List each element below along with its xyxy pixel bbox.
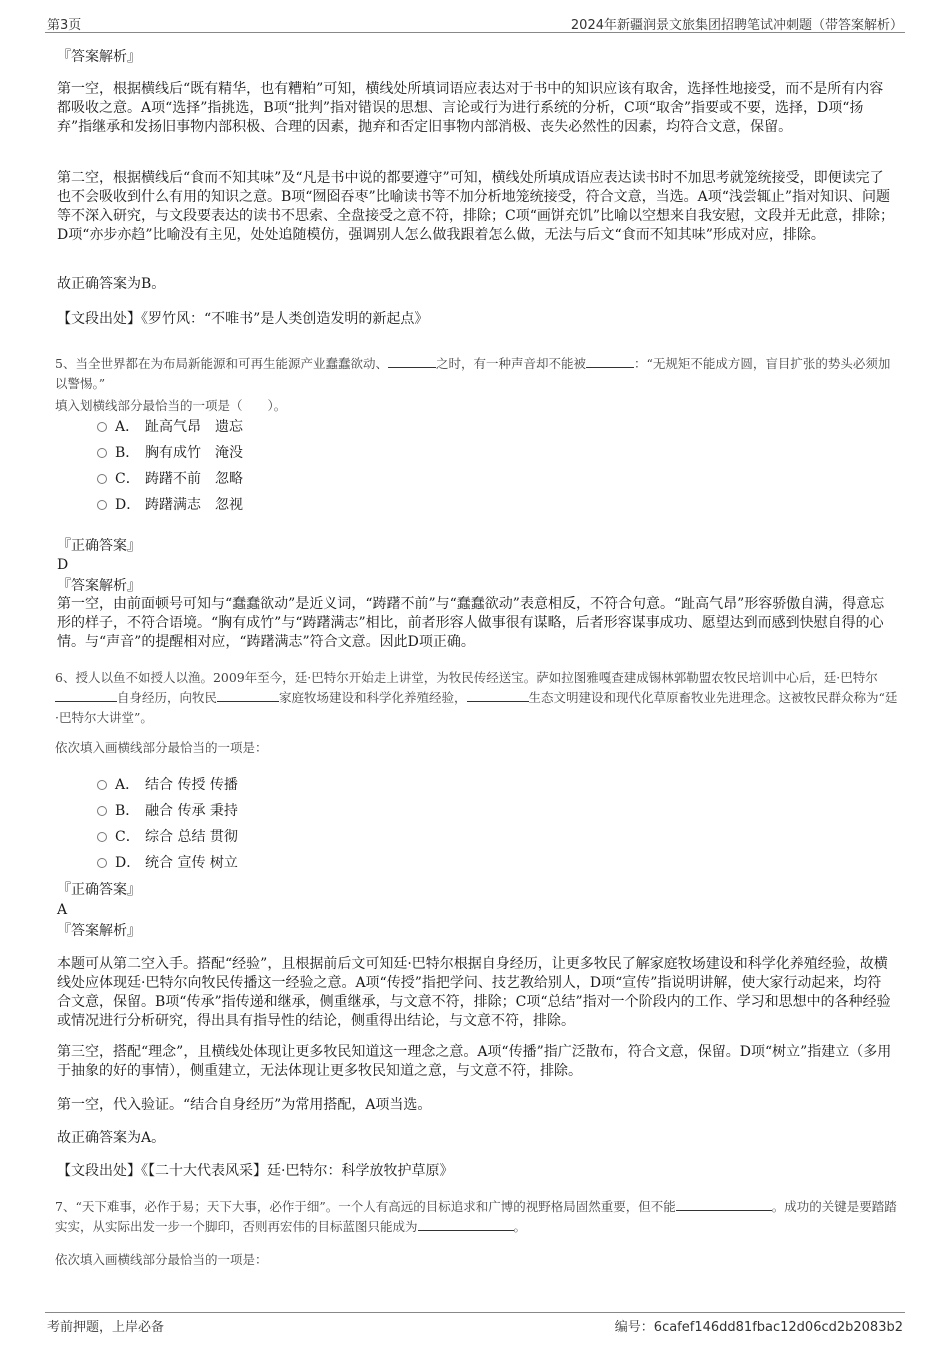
q6-analysis-label: 『答案解析』	[57, 923, 141, 939]
radio-icon[interactable]	[97, 858, 107, 868]
q7-prompt: 依次填入画横线部分最恰当的一项是：	[55, 1252, 268, 1267]
q4-analysis-label: 『答案解析』	[57, 49, 141, 65]
q5-blank-2	[586, 354, 634, 368]
radio-icon[interactable]	[97, 832, 107, 842]
q6-analysis-p2: 第三空，搭配“理念”，且横线处体现让更多牧民知道这一理念之意。A项“传播”指广泛散布，符合文意，保留。D项“树立”指建立（多用于抽象的好的事情），侧重建立，无法体现让更多牧民知道之意，与文意不符，排除。	[57, 1044, 892, 1079]
footer-doc-id: 编号：6cafef146dd81fbac12d06cd2b2083b2	[614, 1320, 903, 1335]
q4-analysis-p1: 第一空，根据横线后“既有精华，也有糟粕”可知，横线处所填词语应表达对于书中的知识应该有取舍，选择性地接受，而不是所有内容都吸收之意。A项“选择”指挑选，B项“批判”指对错误的思想、言论或行为进行系统的分析，C项“取舍”指要或不要，选择，D项“扬弃”指继承和发扬旧事物内部积极、合理的因素，抛弃和否定旧事物内部消极、丧失必然性的因素，均符合文意，保留。	[57, 81, 884, 135]
radio-icon[interactable]	[97, 806, 107, 816]
q6-analysis-p3: 第一空，代入验证。“结合自身经历”为常用搭配，A项当选。	[57, 1097, 432, 1113]
q5-analysis: 第一空，由前面顿号可知与“蠢蠢欲动”是近义词，“踌躇不前”与“蠢蠢欲动”表意相反，不符合句意。“趾高气昂”形容骄傲自满，得意忘形的样子，不符合语境。“胸有成竹”与“踌躇满志”相比，前者形容人做事很有谋略，后者形容谋事成功、愿望达到而感到快慰自得的心情。与“声音”的提醒相对应，“踌躇满志”符合文意。因此D项正确。	[57, 596, 885, 650]
q7-stem: 7、“天下难事，必作于易；天下大事，必作于细”。一个人有高远的目标追求和广博的视野格局固然重要，但不能 。成功的关键是要踏踏实实，从实际出发一步一个脚印，否则再宏伟的目标蓝图只能成为 。	[55, 1199, 897, 1234]
document-title: 2024年新疆润景文旅集团招聘笔试冲刺题（带答案解析）	[570, 18, 903, 33]
q6-blank-1	[55, 688, 117, 702]
q7-blank-1	[676, 1197, 772, 1211]
q6-source: 【文段出处】《【二十大代表风采】廷·巴特尔：科学放牧护草原》	[57, 1163, 454, 1179]
q5-option-d[interactable]: D． 踌躇满志 忽视	[97, 495, 243, 515]
q5-option-c[interactable]: C． 踌躇不前 忽略	[97, 469, 243, 489]
radio-icon[interactable]	[97, 780, 107, 790]
q5-prompt: 填入划横线部分最恰当的一项是（ ）。	[55, 398, 287, 413]
page-footer	[45, 1312, 905, 1337]
q6-stem: 6、授人以鱼不如授人以渔。2009年至今，廷·巴特尔开始走上讲堂，为牧民传经送宝。萨如拉图雅嘎查建成锡林郭勒盟农牧民培训中心后，廷·巴特尔自身经历，向牧民 家庭牧场建设和科学化养殖经验， 生态文明建设和现代化草原畜牧业先进理念。这被牧民群众称为“廷·巴特尔大讲堂”。	[55, 670, 898, 725]
q6-blank-3	[467, 688, 529, 702]
q6-answer-label: 『正确答案』	[57, 882, 141, 898]
q5-option-b[interactable]: B． 胸有成竹 淹没	[97, 443, 243, 463]
q4-answer-text: 故正确答案为B。	[57, 276, 166, 292]
q6-option-a[interactable]: A． 结合 传授 传播	[97, 775, 238, 795]
q6-option-d[interactable]: D． 统合 宣传 树立	[97, 853, 238, 873]
q6-analysis-p4: 故正确答案为A。	[57, 1130, 166, 1146]
radio-icon[interactable]	[97, 422, 107, 432]
q6-blank-2	[217, 688, 279, 702]
q7-blank-2	[418, 1217, 514, 1231]
radio-icon[interactable]	[97, 474, 107, 484]
q4-analysis-p2: 第二空，根据横线后“食而不知其味”及“凡是书中说的都要遵守”可知，横线处所填成语应表达读书时不加思考就笼统接受，即便读完了也不会吸收到什么有用的知识之意。B项“囫囵吞枣”比喻读书等不加分析地笼统接受，符合文意，当选。A项“浅尝辄止”指对知识、问题等不深入研究，与文段要表达的读书不思索、全盘接受之意不符，排除；C项“画饼充饥”比喻以空想来自我安慰，文段并无此意，排除；D项“亦步亦趋”比喻没有主见，处处追随模仿，强调别人怎么做我跟着怎么做，无法与后文“食而不知其味”形成对应，排除。	[57, 170, 895, 243]
q5-stem: 5、当全世界都在为布局新能源和可再生能源产业蠢蠢欲动、 之时，有一种声音却不能被 ：“无规矩不能成方圆，盲目扩张的势头必须加以警惕。”	[55, 356, 891, 391]
q5-answer-label: 『正确答案』	[57, 538, 141, 554]
q5-answer: D	[57, 557, 69, 573]
q6-analysis-p1: 本题可从第二空入手。搭配“经验”，且根据前后文可知廷·巴特尔根据自身经历，让更多牧民了解家庭牧场建设和科学化养殖经验，故横线处应体现廷·巴特尔向牧民传播这一经验之意。A项“传授”指把学问、技艺教给别人，D项“宣传”指说明讲解，使大家行动起来，均符合文意，保留。B项“传承”指传递和继承，侧重继承，与文意不符，排除；C项“总结”指对一个阶段内的工作、学习和思想中的各种经验或情况进行分析研究，得出具有指导性的结论，侧重得出结论，与文意不符，排除。	[57, 956, 891, 1029]
q5-blank-1	[388, 354, 436, 368]
q6-option-b[interactable]: B． 融合 传承 秉持	[97, 801, 238, 821]
q6-answer: A	[57, 902, 68, 918]
q6-prompt: 依次填入画横线部分最恰当的一项是：	[55, 740, 268, 755]
q4-source: 【文段出处】《罗竹风：“不唯书”是人类创造发明的新起点》	[57, 311, 429, 327]
q5-option-a[interactable]: A． 趾高气昂 遗忘	[97, 417, 243, 437]
page-number: 第3页	[47, 18, 82, 33]
radio-icon[interactable]	[97, 500, 107, 510]
page-header	[45, 12, 905, 33]
footer-slogan: 考前押题，上岸必备	[47, 1320, 165, 1335]
radio-icon[interactable]	[97, 448, 107, 458]
q5-analysis-label: 『答案解析』	[57, 578, 141, 594]
q6-option-c[interactable]: C． 综合 总结 贯彻	[97, 827, 238, 847]
